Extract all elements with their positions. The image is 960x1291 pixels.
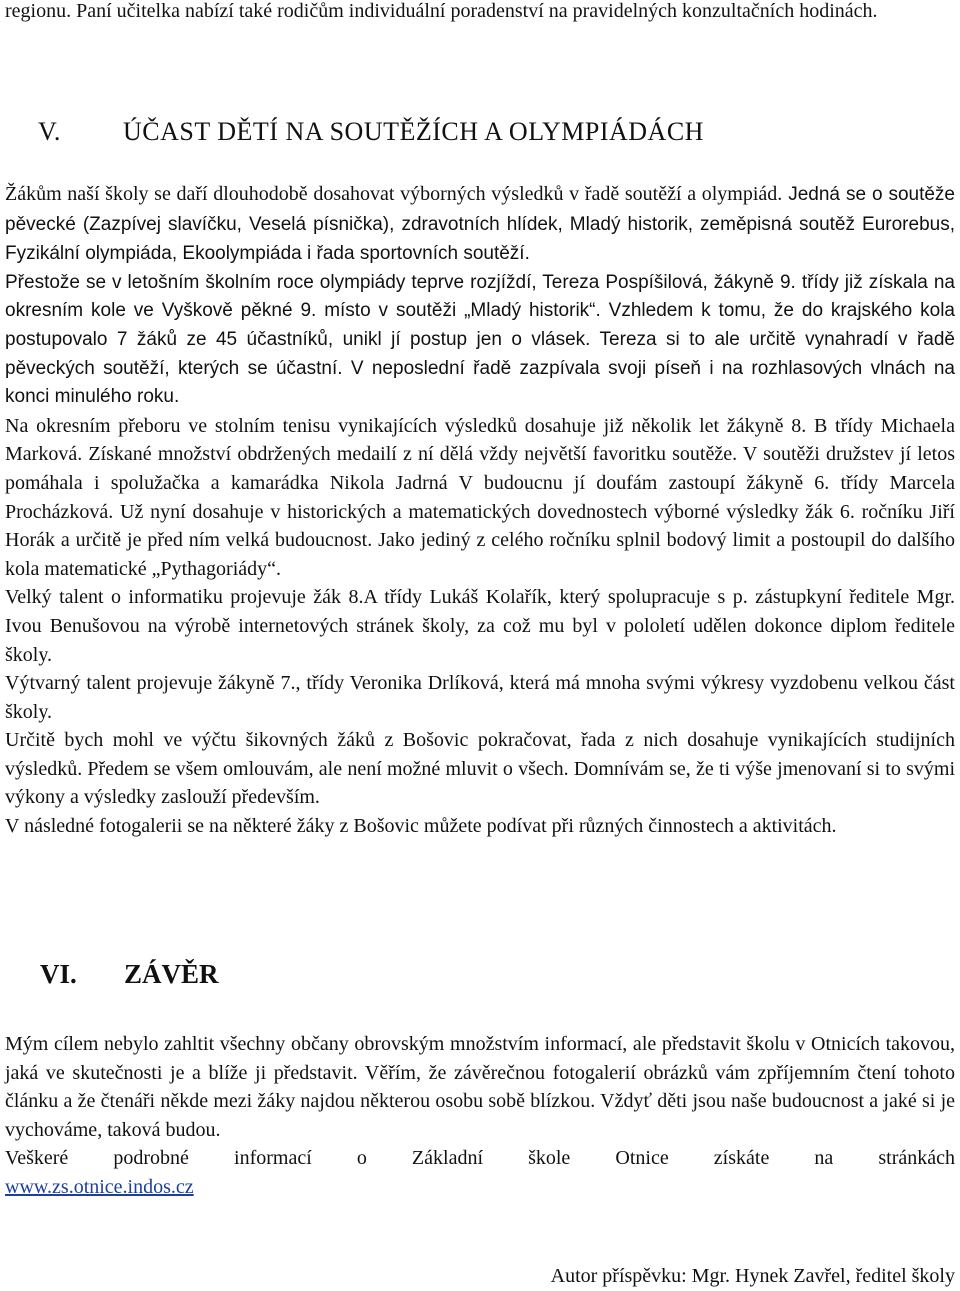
section-5-body bbox=[5, 180, 955, 841]
intro-paragraph: regionu. Paní učitelka nabízí také rodičům individuální poradenství na pravidelných konzultačních hodinách. bbox=[5, 0, 878, 22]
section-5-paragraph-2: Přestože se v letošním školním roce olympiády teprve rozjíždí, Tereza Pospíšilová, žákyně 9. třídy již získala na okresním kole ve Vyškově pěkné 9. místo v soutěži „Mladý historik“. Vzhledem k tomu, že do krajského kola postupovalo 7 žáků ze 45 účastníků, unikl jí postup jen o vlásek. Tereza si to ale určitě vynahradí v řadě pěveckých soutěží, kterých se účastní. V neposlední řadě zazpívala svoji píseň i na rozhlasových vlnách na konci minulého roku. bbox=[5, 271, 955, 408]
section-5-title: ÚČAST DĚTÍ NA SOUTĚŽÍCH A OLYMPIÁDÁCH bbox=[123, 117, 704, 146]
section-5-paragraph-3: Na okresním přeboru ve stolním tenisu vynikajících výsledků dosahuje již několik let žákyně 8. B třídy Michaela Marková. Získané množství obdržených medailí z ní dělá vždy největší favoritku soutěže. V soutěži družstev jí letos pomáhala i spolužačka a kamarádka Nikola Jadrná V budoucnu jí doufám zastoupí žákyně 6. třídy Marcela Procházková. Už nyní dosahuje v historických a matematických dovednostech výborné výsledky žák 6. ročníku Jiří Horák a určitě je před ním velká budoucnost. Jako jediný z celého ročníku splnil bodový limit a postoupil do dalšího kola matematické „Pythagoriády“. bbox=[5, 414, 955, 580]
p1-sans-text: Jedná se o soutěže pěvecké (Zazpívej slavíčku, Veselá písnička), zdravotních hlídek, Mladý historik, zeměpisná soutěž Eurorebus, Fyzikální olympiáda, Ekoolympiáda i řada sportovních soutěží. bbox=[5, 184, 955, 265]
section-6-paragraph-1: Mým cílem nebylo zahltit všechny občany obrovským množstvím informací, ale představit školu v Otnicích takovou, jaká ve skutečnosti je a blíže ji představit. Věřím, že závěrečnou fotogalerií obrázků vám zpříjemním čtení tohoto článku a že čtenáři někde mezi žáky najdou některou osobu sobě blízkou. Vždyť děti jsou naše budoucnost a jaké si je vychováme, taková budou. bbox=[5, 1033, 955, 1141]
section-5-heading bbox=[38, 118, 704, 147]
section-6-heading bbox=[40, 960, 219, 989]
intro-block bbox=[5, 0, 955, 26]
school-website-link[interactable]: www.zs.otnice.indos.cz bbox=[5, 1175, 194, 1198]
section-5-paragraph-5: Výtvarný talent projevuje žákyně 7., třídy Veronika Drlíková, která má mnoha svými výkresy vyzdobenu velkou část školy. bbox=[5, 672, 955, 723]
section-5-paragraph-1 bbox=[5, 180, 955, 269]
section-6-title: ZÁVĚR bbox=[124, 959, 219, 989]
section-5-number: V. bbox=[38, 117, 61, 146]
section-5-paragraph-7: V následné fotogalerii se na některé žáky z Bošovic můžete podívat při různých činnostech a aktivitách. bbox=[5, 815, 837, 838]
section-5-paragraph-6: Určitě bych mohl ve výčtu šikovných žáků z Bošovic pokračovat, řada z nich dosahuje vynikajících studijních výsledků. Předem se všem omlouvám, ale není možné mluvit o všech. Domnívám se, že ti výše jmenovaní si to svými výkony a výsledky zaslouží především. bbox=[5, 729, 955, 809]
section-6-paragraph-2: Veškeré podrobné informací o Základní škole Otnice získáte na stránkách bbox=[5, 1147, 955, 1170]
section-5-paragraph-4: Velký talent o informatiku projevuje žák 8.A třídy Lukáš Kolařík, který spolupracuje s p. zástupkyní ředitele Mgr. Ivou Benušovou na výrobě internetových stránek školy, za což mu byl v pololetí udělen dokonce diplom ředitele školy. bbox=[5, 586, 955, 666]
section-6-number: VI. bbox=[40, 959, 77, 989]
p1-serif-text: Žákům naší školy se daří dlouhodobě dosahovat výborných výsledků v řadě soutěží a olympiád. bbox=[5, 183, 783, 205]
author-signature: Autor příspěvku: Mgr. Hynek Zavřel, ředitel školy bbox=[550, 1265, 955, 1287]
section-6-body bbox=[5, 1030, 955, 1202]
section-6-link-line bbox=[5, 1173, 955, 1202]
